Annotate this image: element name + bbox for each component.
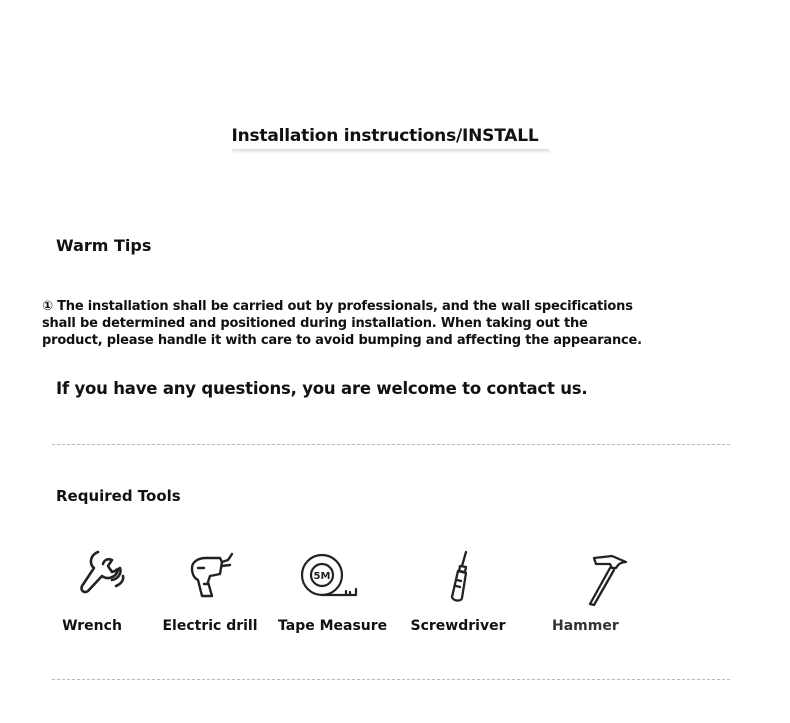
hammer-icon	[582, 548, 632, 606]
screwdriver-label: Screwdriver	[410, 618, 506, 634]
electric-drill-label: Electric drill	[162, 618, 258, 634]
divider	[52, 679, 730, 680]
warm-tips-line-2: shall be determined and positioned during installation. When taking out the	[42, 316, 588, 331]
title-underline	[232, 149, 550, 153]
electric-drill-icon	[184, 548, 238, 602]
warm-tips-line-1: ① The installation shall be carried out by professionals, and the wall specifications	[42, 299, 633, 314]
wrench-icon	[76, 548, 128, 600]
tape-measure-mark: 5M	[313, 571, 331, 582]
page-title: Installation instructions/INSTALL	[231, 126, 539, 146]
screwdriver-icon	[436, 548, 476, 604]
tape-measure-icon	[298, 548, 360, 602]
hammer-label: Hammer	[552, 618, 619, 634]
warm-tips-line-3: product, please handle it with care to avoid bumping and affecting the appearance.	[42, 333, 642, 348]
warm-tips-heading: Warm Tips	[56, 236, 152, 255]
contact-message: If you have any questions, you are welcome to contact us.	[56, 379, 588, 398]
wrench-label: Wrench	[62, 618, 122, 634]
tape-measure-label: Tape Measure	[278, 618, 388, 634]
required-tools-heading: Required Tools	[56, 487, 181, 505]
warm-tips-text	[42, 298, 642, 349]
divider	[52, 444, 730, 445]
